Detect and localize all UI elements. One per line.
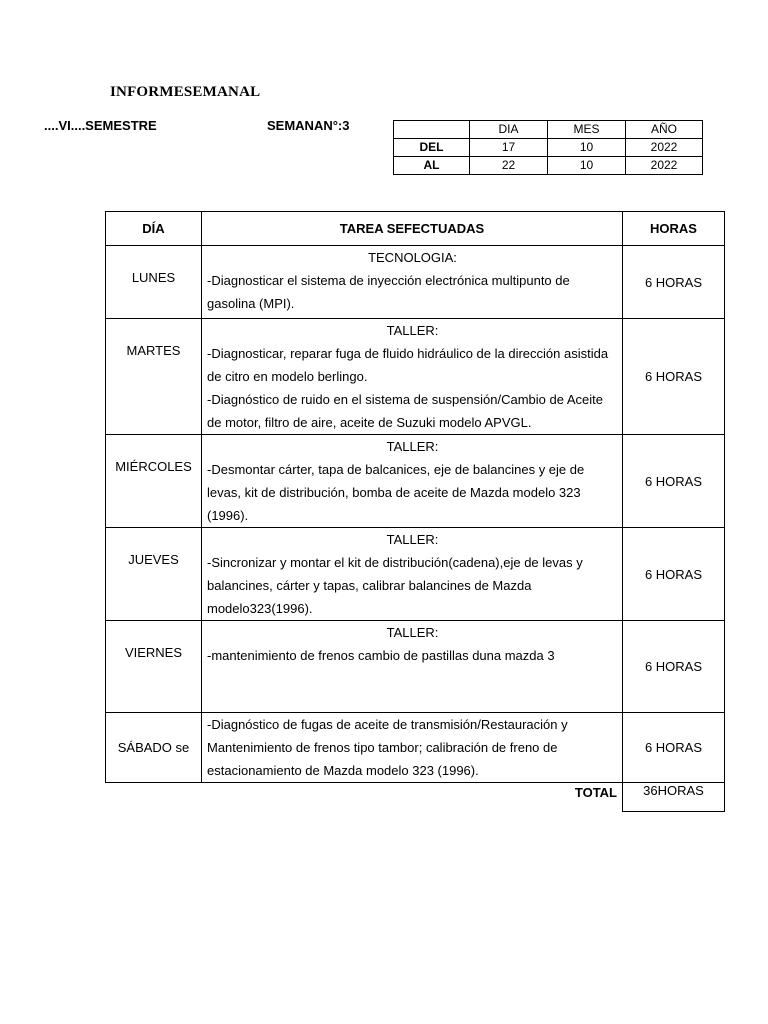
row-hours: 6 HORAS xyxy=(623,621,725,713)
task-category: TALLER: xyxy=(386,532,439,547)
task-description: -mantenimiento de frenos cambio de pastillas duna mazda 3 xyxy=(207,648,555,663)
semestre-label: ....VI....SEMESTRE xyxy=(44,118,157,133)
date-header-row xyxy=(394,121,703,139)
header-dia: DÍA xyxy=(106,212,202,246)
header-tarea: TAREA SEFECTUADAS xyxy=(202,212,623,246)
report-title: INFORMESEMANAL xyxy=(110,84,261,100)
date-range-table xyxy=(393,120,703,175)
row-hours: 6 HORAS xyxy=(623,246,725,319)
task-description: -Sincronizar y montar el kit de distribución(cadena),eje de levas y balancines, cárter y tapas, calibrar balancines de Mazda modelo323(1996). xyxy=(207,555,583,616)
task-description: -Diagnóstico de fugas de aceite de transmisión/Restauración y Mantenimiento de frenos tipo tambor; calibración de freno de estacionamiento de Mazda modelo 323 (1996). xyxy=(207,717,568,778)
total-spacer xyxy=(106,783,202,812)
task-category: TALLER: xyxy=(386,625,439,640)
table-row xyxy=(106,319,725,435)
date-header-dia: DIA xyxy=(470,121,548,139)
row-day: MARTES xyxy=(106,319,202,435)
date-row-al xyxy=(394,157,703,175)
row-hours: 6 HORAS xyxy=(623,435,725,528)
date-mes: 10 xyxy=(548,139,626,157)
row-day: SÁBADO se xyxy=(106,713,202,783)
row-day: MIÉRCOLES xyxy=(106,435,202,528)
row-task xyxy=(202,435,623,528)
total-row xyxy=(106,783,725,812)
table-row xyxy=(106,713,725,783)
table-row xyxy=(106,246,725,319)
date-anio: 2022 xyxy=(626,139,703,157)
table-row xyxy=(106,528,725,621)
row-hours: 6 HORAS xyxy=(623,528,725,621)
date-header-anio: AÑO xyxy=(626,121,703,139)
task-description: -Diagnosticar, reparar fuga de fluido hidráulico de la dirección asistida de citro en modelo berlingo. xyxy=(207,346,609,384)
date-dia: 22 xyxy=(470,157,548,175)
table-header-row xyxy=(106,212,725,246)
total-value: 36HORAS xyxy=(623,783,725,812)
row-task xyxy=(202,528,623,621)
row-hours: 6 HORAS xyxy=(623,319,725,435)
date-row-label: DEL xyxy=(394,139,470,157)
table-row xyxy=(106,621,725,713)
task-description: -Diagnosticar el sistema de inyección electrónica multipunto de gasolina (MPI). xyxy=(207,273,570,311)
row-day: LUNES xyxy=(106,246,202,319)
row-task xyxy=(202,713,623,783)
task-description: -Diagnóstico de ruido en el sistema de suspensión/Cambio de Aceite de motor, filtro de aire, aceite de Suzuki modelo APVGL. xyxy=(207,392,604,430)
task-category: TALLER: xyxy=(386,323,439,338)
date-row-del xyxy=(394,139,703,157)
header-horas: HORAS xyxy=(623,212,725,246)
date-dia: 17 xyxy=(470,139,548,157)
task-category: TECNOLOGIA: xyxy=(368,250,457,265)
date-anio: 2022 xyxy=(626,157,703,175)
table-row xyxy=(106,435,725,528)
task-description: -Desmontar cárter, tapa de balcanices, eje de balancines y eje de levas, kit de distribución, bomba de aceite de Mazda modelo 323 (1996). xyxy=(207,462,585,523)
row-task xyxy=(202,246,623,319)
date-header-mes: MES xyxy=(548,121,626,139)
task-category: TALLER: xyxy=(386,439,439,454)
row-day: VIERNES xyxy=(106,621,202,713)
semana-label: SEMANAN°:3 xyxy=(267,118,350,133)
date-mes: 10 xyxy=(548,157,626,175)
date-header-blank xyxy=(394,121,470,139)
row-task xyxy=(202,621,623,713)
date-row-label: AL xyxy=(394,157,470,175)
row-hours: 6 HORAS xyxy=(623,713,725,783)
total-label: TOTAL xyxy=(574,785,617,800)
row-task xyxy=(202,319,623,435)
row-day: JUEVES xyxy=(106,528,202,621)
weekly-tasks-table xyxy=(105,211,725,812)
